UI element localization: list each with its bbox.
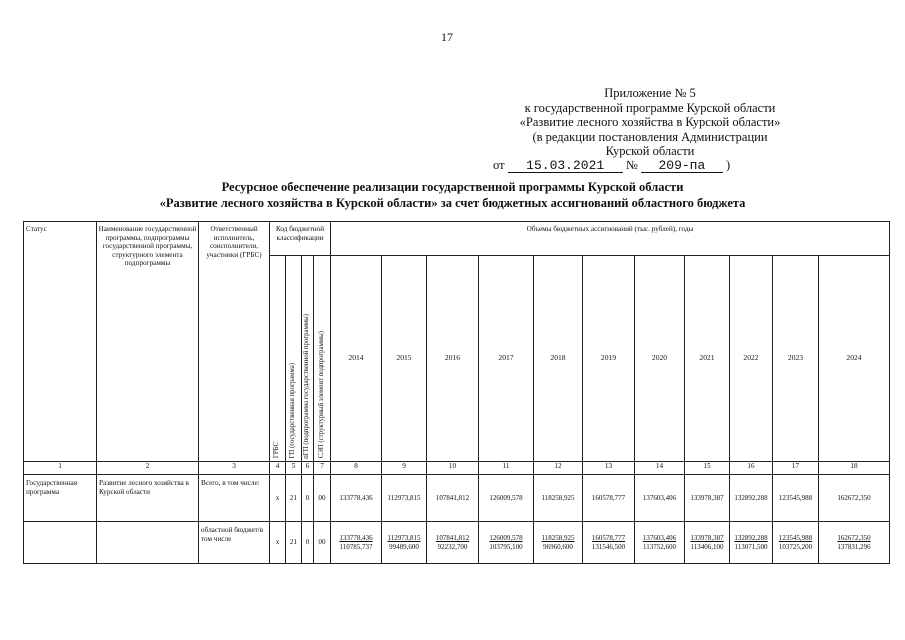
row-value-2: 113406,100 bbox=[690, 542, 724, 551]
document-title-line-2: «Развитие лесного хозяйства в Курской области» за счет бюджетных ассигнований областного бюджета bbox=[159, 196, 746, 210]
row-value-pair bbox=[635, 522, 685, 564]
column-number: 12 bbox=[534, 462, 583, 475]
annex-line: к государственной программе Курской области bbox=[524, 100, 776, 115]
annex-line: «Развитие лесного хозяйства в Курской области» bbox=[519, 115, 781, 130]
decree-reference bbox=[493, 158, 730, 173]
row-grbs: х bbox=[270, 475, 286, 522]
row-value: 123545,988 bbox=[773, 475, 819, 522]
document-title-line-1: Ресурсное обеспечение реализации государственной программы Курской области bbox=[221, 180, 684, 194]
decree-date: 15.03.2021 bbox=[508, 159, 623, 173]
row-value-2: 137831,296 bbox=[837, 542, 871, 551]
row-value: 118258,925 bbox=[534, 475, 583, 522]
column-number-row bbox=[24, 462, 890, 475]
row-value-2: 131546,500 bbox=[591, 542, 626, 551]
header-year: 2015 bbox=[382, 256, 427, 462]
row-sep: 00 bbox=[314, 475, 331, 522]
row-value: 133778,436 bbox=[331, 475, 382, 522]
annex-header bbox=[490, 86, 810, 159]
column-number: 10 bbox=[427, 462, 479, 475]
header-sep: СЭП (структурный элемент подпрограммы) bbox=[314, 256, 331, 462]
row-value: 107841,812 bbox=[427, 475, 479, 522]
column-number: 8 bbox=[331, 462, 382, 475]
row-value-pair bbox=[479, 522, 534, 564]
row-value: 118258,925 bbox=[541, 533, 575, 542]
row-value-pair bbox=[685, 522, 730, 564]
row-value-2: 110785,737 bbox=[339, 542, 373, 551]
header-responsible: Ответственный исполнитель, соисполнители, участники (ГРБС) bbox=[199, 222, 270, 462]
header-year: 2022 bbox=[730, 256, 773, 462]
row-pgp: 0 bbox=[302, 522, 314, 564]
header-year: 2020 bbox=[635, 256, 685, 462]
column-number: 16 bbox=[730, 462, 773, 475]
header-status: Статус bbox=[24, 222, 97, 462]
column-number: 4 bbox=[270, 462, 286, 475]
row-value-pair bbox=[583, 522, 635, 564]
row-value: 132892,288 bbox=[734, 533, 768, 542]
header-year: 2017 bbox=[479, 256, 534, 462]
header-grbs: ГРБС bbox=[270, 256, 286, 462]
column-number: 14 bbox=[635, 462, 685, 475]
column-number: 3 bbox=[199, 462, 270, 475]
header-year: 2019 bbox=[583, 256, 635, 462]
row-value: 112973,815 bbox=[387, 533, 421, 542]
table-row bbox=[24, 475, 890, 522]
row-value: 107841,812 bbox=[435, 533, 470, 542]
row-value: 133978,387 bbox=[685, 475, 730, 522]
row-status: Государственная программа bbox=[24, 475, 97, 522]
header-year: 2023 bbox=[773, 256, 819, 462]
header-gp: ГП (государственная программа) bbox=[286, 256, 302, 462]
header-pgp: пГП (подпрограмма государственной программы) bbox=[302, 256, 314, 462]
column-number: 5 bbox=[286, 462, 302, 475]
column-number: 9 bbox=[382, 462, 427, 475]
column-number: 11 bbox=[479, 462, 534, 475]
row-pgp: 0 bbox=[302, 475, 314, 522]
column-number: 15 bbox=[685, 462, 730, 475]
header-year: 2018 bbox=[534, 256, 583, 462]
row-value: 123545,988 bbox=[778, 533, 813, 542]
decree-number-label: № bbox=[625, 158, 638, 172]
row-name: Развитие лесного хозяйства в Курской области bbox=[97, 475, 199, 522]
row-value: 132892,288 bbox=[730, 475, 773, 522]
header-year: 2024 bbox=[819, 256, 890, 462]
column-number: 13 bbox=[583, 462, 635, 475]
header-volumes: Объемы бюджетных ассигнований (тыс. рублей), годы bbox=[331, 222, 890, 256]
row-value-2: 113752,600 bbox=[643, 542, 676, 551]
row-name bbox=[97, 522, 199, 564]
row-value-pair bbox=[819, 522, 890, 564]
decree-closing: ) bbox=[726, 158, 731, 172]
decree-from-label: от bbox=[493, 158, 505, 172]
row-responsible: Всего, в том числе: bbox=[199, 475, 270, 522]
row-value-pair bbox=[331, 522, 382, 564]
page-number: 17 bbox=[441, 30, 453, 44]
row-value: 137603,406 bbox=[642, 533, 677, 542]
header-name: Наименование государственной программы, подпрограммы государственной программы, структурного элемента подпрограммы bbox=[97, 222, 199, 462]
row-value-pair bbox=[382, 522, 427, 564]
row-gp: 21 bbox=[286, 522, 302, 564]
table-row bbox=[24, 522, 890, 564]
row-value-2: 92232,700 bbox=[437, 542, 468, 551]
row-value-2: 99489,600 bbox=[389, 542, 419, 551]
header-year: 2016 bbox=[427, 256, 479, 462]
row-value-2: 113071,500 bbox=[734, 542, 768, 551]
row-value: 162672,350 bbox=[837, 533, 871, 542]
header-year: 2021 bbox=[685, 256, 730, 462]
row-sep: 00 bbox=[314, 522, 331, 564]
row-value-2: 96960,600 bbox=[543, 542, 573, 551]
decree-number: 209-па bbox=[641, 159, 723, 173]
row-value-pair bbox=[534, 522, 583, 564]
row-responsible: областной бюджет/в том числе bbox=[199, 522, 270, 564]
header-budget-code: Код бюджетной классификации bbox=[270, 222, 331, 256]
row-value: 126009,578 bbox=[489, 533, 523, 542]
row-value: 112973,815 bbox=[382, 475, 427, 522]
row-grbs: х bbox=[270, 522, 286, 564]
row-value-pair bbox=[427, 522, 479, 564]
column-number: 1 bbox=[24, 462, 97, 475]
row-status bbox=[24, 522, 97, 564]
column-number: 17 bbox=[773, 462, 819, 475]
annex-line: Курской области bbox=[605, 144, 695, 159]
row-value: 160578,777 bbox=[583, 475, 635, 522]
annex-line: Приложение № 5 bbox=[604, 86, 696, 100]
row-value: 126009,578 bbox=[479, 475, 534, 522]
column-number: 2 bbox=[97, 462, 199, 475]
budget-table bbox=[23, 221, 890, 564]
row-value: 133978,387 bbox=[690, 533, 724, 542]
row-value-pair bbox=[730, 522, 773, 564]
row-gp: 21 bbox=[286, 475, 302, 522]
column-number: 6 bbox=[302, 462, 314, 475]
row-value-pair bbox=[773, 522, 819, 564]
row-value: 162672,350 bbox=[819, 475, 890, 522]
row-value-2: 103795,100 bbox=[489, 542, 523, 551]
row-value-2: 103725,200 bbox=[778, 542, 813, 551]
row-value: 137603,406 bbox=[635, 475, 685, 522]
header-year: 2014 bbox=[331, 256, 382, 462]
column-number: 7 bbox=[314, 462, 331, 475]
annex-line: (в редакции постановления Администрации bbox=[532, 129, 768, 144]
row-value: 160578,777 bbox=[591, 533, 626, 542]
column-number: 18 bbox=[819, 462, 890, 475]
row-value: 133778,436 bbox=[339, 533, 373, 542]
